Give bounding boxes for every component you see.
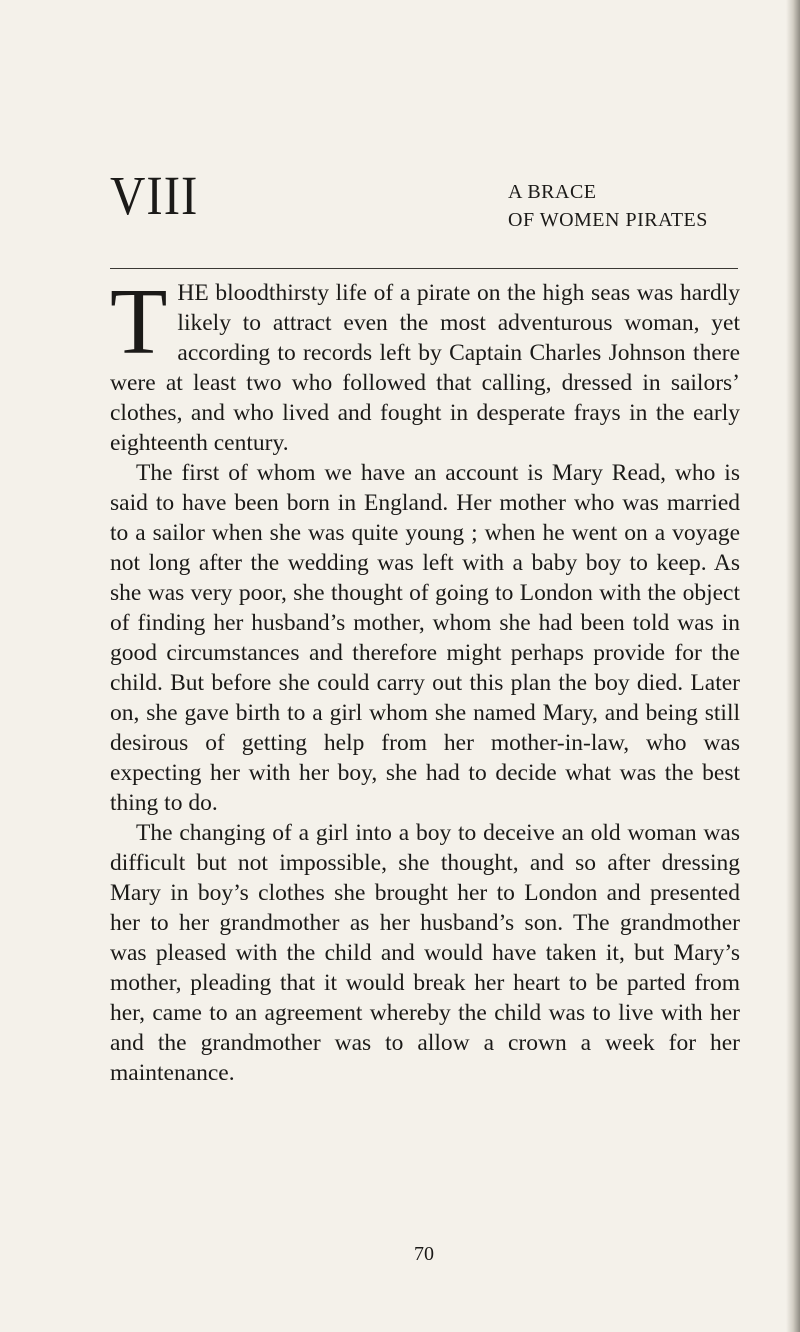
header-rule: [110, 268, 738, 269]
body-text: [110, 270, 740, 1088]
chapter-title: [508, 178, 708, 234]
paragraph-1: HE bloodthirsty life of a pirate on the high seas was hardly likely to attract even the most adventurous woman, yet according to records left by Captain Charles Johnson there were at least two who followed that calling, dressed in sailors’ clothes, and who lived and fought in desperate frays in the early eighteenth century.: [110, 280, 740, 456]
drop-cap: T: [110, 270, 168, 374]
page-edge-shadow: [786, 0, 800, 1332]
chapter-number: VIII: [110, 164, 199, 227]
paragraph-2: The first of whom we have an account is Mary Read, who is said to have been born in England. Her mother who was married to a sailor when she was quite young ; when he went on a voyage not long after the wedding was left with a baby boy to keep. As she was very poor, she thought of going to London with the object of finding her husband’s mother, whom she had been told was in good circumstances and therefore might perhaps provide for the child. But before she could carry out this plan the boy died. Later on, she gave birth to a girl whom she named Mary, and being still desirous of getting help from her mother-in-law, who was expecting her with her boy, she had to decide what was the best thing to do.: [110, 460, 740, 816]
paragraph-3: The changing of a girl into a boy to deceive an old woman was difficult but not impossible, she thought, and so after dressing Mary in boy’s clothes she brought her to London and presented her to her grandmother as her husband’s son. The grandmother was pleased with the child and would have taken it, but Mary’s mother, pleading that it would break her heart to be parted from her, came to an agreement whereby the child was to live with her and the grandmother was to allow a crown a week for her maintenance.: [110, 820, 740, 1086]
page-number: 70: [414, 1243, 434, 1265]
chapter-title-line-2: OF WOMEN PIRATES: [508, 209, 708, 231]
chapter-title-line-1: A BRACE: [508, 181, 597, 203]
